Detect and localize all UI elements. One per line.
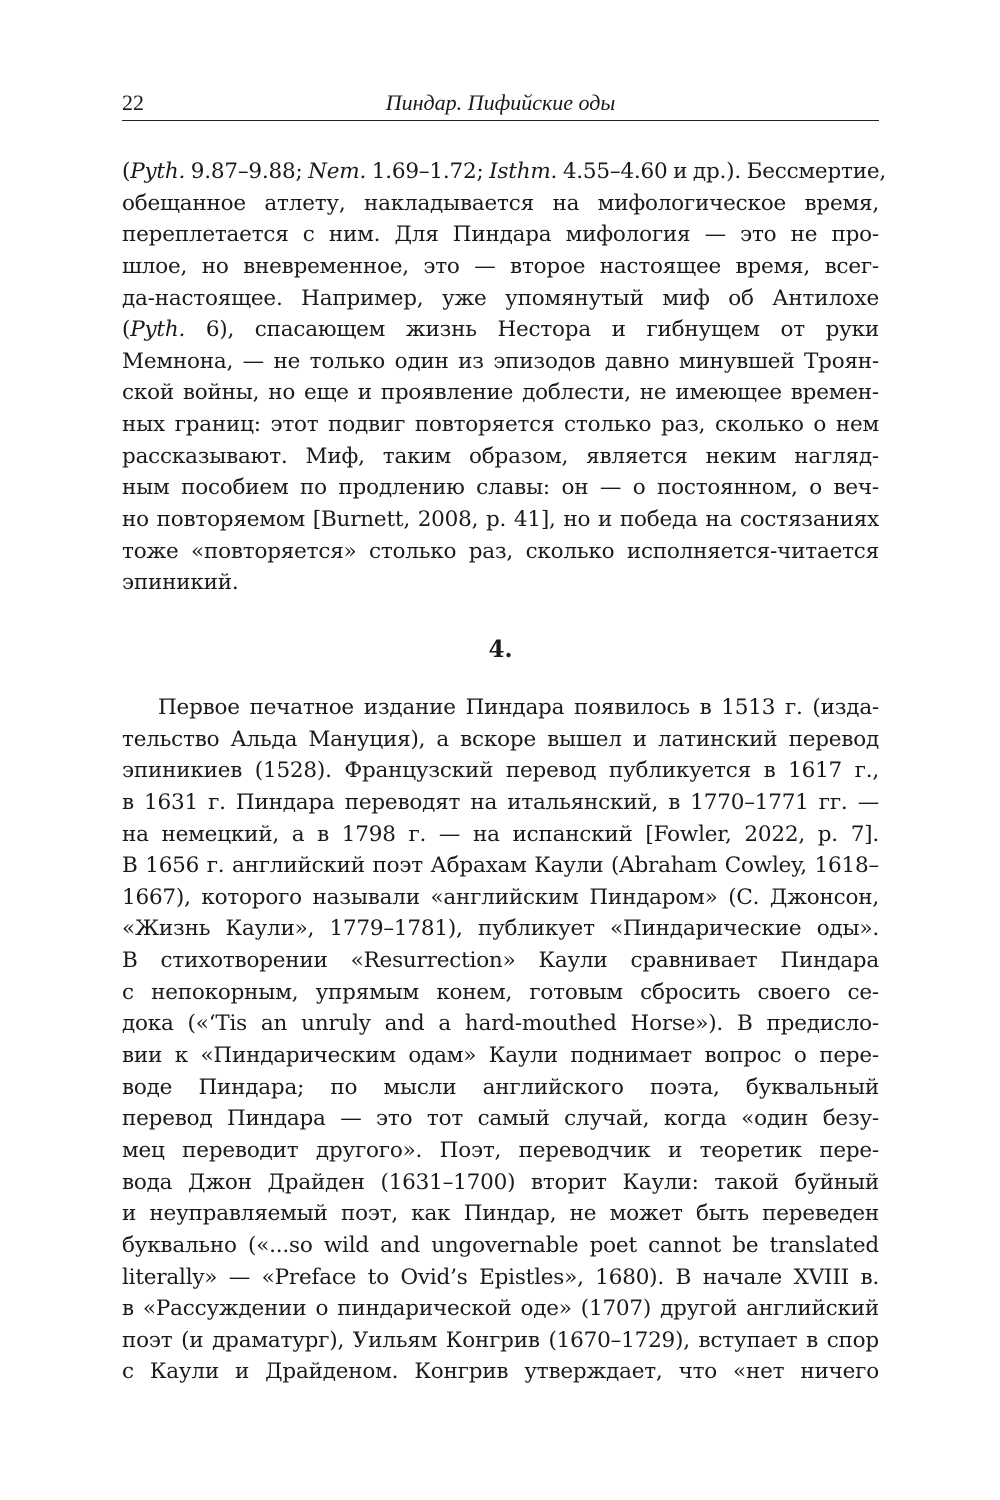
- text-segment: с Каули и Драйденом. Конгрив утверждает, что «нет ничего: [122, 1359, 879, 1385]
- text-line: [122, 156, 887, 188]
- text-segment: рассказывают. Миф, таким образом, является неким нагляд-: [122, 443, 879, 469]
- text-line: [122, 283, 879, 315]
- text-line: [122, 346, 879, 378]
- text-line: [122, 441, 879, 473]
- text-segment: но повторяемом [Burnett, 2008, p. 41], но и победа на состязаниях: [122, 507, 879, 533]
- text-line: [122, 724, 879, 756]
- text-segment: эпиникий.: [122, 570, 239, 596]
- text-line: [122, 913, 879, 945]
- running-header: [122, 88, 879, 121]
- text-line: [122, 409, 879, 441]
- citation-abbrev: Pyth.: [130, 159, 186, 184]
- text-line: [122, 1040, 879, 1072]
- text-segment: тельство Альда Мануция), а вскоре вышел и латинский перевод: [122, 726, 879, 752]
- paragraph-1: [122, 156, 887, 599]
- text-segment: В стихотворении «Resurrection» Каули сравнивает Пиндара: [122, 948, 879, 974]
- text-segment: вии к «Пиндарическим одам» Каули поднимает вопрос о пере-: [122, 1043, 879, 1069]
- text-segment: мец переводит другого». Поэт, переводчик и теоретик перe-: [122, 1137, 879, 1163]
- text-segment: 1.69–1.72;: [366, 159, 490, 184]
- running-title: Пиндар. Пифийские оды: [385, 90, 616, 115]
- text-segment: 1667), которого называли «английским Пиндаром» (С. Джонсон,: [122, 884, 879, 910]
- text-line: [122, 377, 879, 409]
- text-line: [122, 755, 879, 787]
- text-line: [122, 787, 879, 819]
- text-segment: эпиникиев (1528). Французский перевод публикуется в 1617 г.,: [122, 758, 879, 784]
- text-segment: вода Джон Драйден (1631–1700) вторит Каули: такой буйный: [122, 1169, 879, 1195]
- text-line: [122, 1135, 879, 1167]
- page-number: 22: [122, 90, 144, 115]
- text-segment: Мемнона, — не только один из эпизодов давно минувшей Троян-: [122, 348, 879, 374]
- text-segment: воде Пиндара; по мысли английского поэта, буквальный: [122, 1074, 879, 1100]
- citation-abbrev: Pyth.: [130, 317, 186, 343]
- citation-abbrev: Nem.: [308, 159, 367, 184]
- paragraph-2: [122, 692, 879, 1388]
- text-line: [122, 1262, 879, 1294]
- text-line: [122, 1008, 879, 1040]
- text-segment: шлое, но вневременное, это — второе настоящее время, всег-: [122, 253, 879, 279]
- text-line: [122, 314, 879, 346]
- text-line: [122, 251, 879, 283]
- text-segment: дока («‘Tis an unruly and a hard-mouthed Horse»). В предисло-: [122, 1011, 879, 1037]
- text-line: [122, 850, 879, 882]
- text-segment: (: [122, 159, 131, 184]
- text-line: [122, 882, 879, 914]
- text-line: [122, 472, 879, 504]
- text-line: [122, 1072, 879, 1104]
- text-segment: 6), спасающем жизнь Нестора и гибнущем от руки: [185, 317, 879, 343]
- text-line: [122, 1325, 879, 1357]
- text-segment: поэт (и драматург), Уильям Конгрив (1670–1729), вступает в спор: [122, 1327, 879, 1353]
- text-segment: Первое печатное издание Пиндара появилось в 1513 г. (изда-: [158, 695, 879, 720]
- text-segment: ской войны, но еще и проявление доблести, не имеющее времен-: [122, 380, 879, 406]
- text-segment: и неуправляемый поэт, как Пиндар, не может быть переведен: [122, 1201, 879, 1227]
- text-segment: в 1631 г. Пиндара переводят на итальянский, в 1770–1771 гг. —: [122, 789, 879, 815]
- text-segment: (: [122, 317, 131, 343]
- text-line: [122, 1230, 879, 1262]
- text-line: [122, 219, 879, 251]
- text-line: [122, 567, 879, 599]
- text-line: [122, 504, 879, 536]
- text-segment: тоже «повторяется» столько раз, сколько исполняется-читается: [122, 538, 879, 564]
- text-segment: «Жизнь Каули», 1779–1781), публикует «Пиндарические оды».: [122, 916, 879, 942]
- text-segment: в «Рассуждении о пиндарической оде» (1707) другой английский: [122, 1296, 879, 1322]
- text-segment: переплетается с ним. Для Пиндара мифология — это не про-: [122, 222, 879, 248]
- text-segment: буквально («...so wild and ungovernable poet cannot be translated: [122, 1232, 879, 1258]
- section-heading: 4.: [488, 636, 513, 663]
- text-line: [122, 1293, 879, 1325]
- text-line: [122, 1356, 879, 1388]
- citation-abbrev: Isthm.: [489, 159, 558, 184]
- text-segment: перевод Пиндара — это тот самый случай, когда «один безу-: [122, 1106, 879, 1132]
- text-line: [122, 977, 879, 1009]
- text-line: [122, 945, 879, 977]
- text-segment: на немецкий, а в 1798 г. — на испанский [Fowler, 2022, p. 7].: [122, 821, 879, 847]
- text-segment: да-настоящее. Например, уже упомянутый миф об Антилохе: [122, 285, 879, 311]
- text-segment: literally» — «Preface to Ovid’s Epistles», 1680). В начале XVIII в.: [122, 1264, 879, 1290]
- text-line: [122, 536, 879, 568]
- text-segment: с непокорным, упрямым конем, готовым сбросить своего се-: [122, 979, 879, 1005]
- text-line: [122, 1198, 879, 1230]
- text-line: [122, 1103, 879, 1135]
- text-segment: ным пособием по продлению славы: он — о постоянном, о веч-: [122, 475, 879, 501]
- text-segment: обещанное атлету, накладывается на мифологическое время,: [122, 190, 879, 216]
- text-segment: В 1656 г. английский поэт Абрахам Каули (Abraham Cowley, 1618–: [122, 853, 879, 879]
- text-segment: 9.87–9.88;: [185, 159, 309, 184]
- text-line: [122, 188, 879, 220]
- text-segment: 4.55–4.60 и др.). Бессмертие,: [557, 159, 887, 184]
- text-line: [122, 819, 879, 851]
- text-line: [122, 1167, 879, 1199]
- text-segment: ных границ: этот подвиг повторяется столько раз, сколько о нем: [122, 412, 879, 438]
- text-line: [122, 692, 879, 724]
